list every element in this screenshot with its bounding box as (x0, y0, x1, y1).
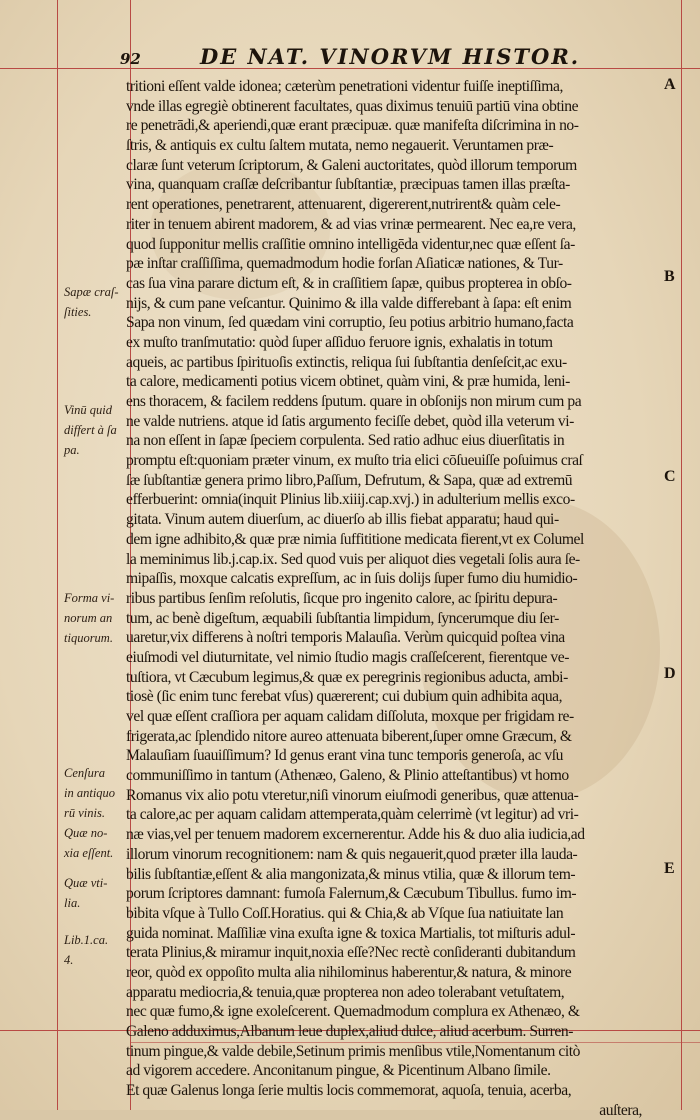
margin-note-line: tiquorum. (64, 631, 113, 645)
text-line: vnde illas egregiè obtinerent facultates, quas diximus tenuiū partiū vina obtine (126, 97, 579, 115)
margin-note (64, 930, 128, 970)
margin-note-line: Vinū quid (64, 403, 113, 417)
text-line: apparatu mediocria,& tenuia,quæ propterea non adeo tolerabant vetuſtatem, (126, 983, 565, 1001)
text-line: vel quæ eſſent craſſiora per aquam calidam diſſoluta, moxque per frigidam re- (126, 708, 574, 725)
text-line: efferbuerint: omnia(inquit Plinius lib.xiiij.cap.xvj.) in adulterium mellis exco- (126, 491, 575, 509)
margin-note (64, 763, 128, 863)
text-line: gitata. Vinum autem diuerſum, ac diuerſo ab illis fiebat apparatu; haud qui- (126, 511, 559, 529)
text-line: reor, quòd ex oppoſito multa alia nihilominus haberentur,& natura, & minore (126, 963, 572, 981)
section-letter: E (664, 860, 675, 877)
margin-note-line: rū vinis. (64, 806, 105, 820)
text-line: tum, ac benè digeſtum, æquabili ſubſtantia limpidum, ſyncerumque diu ſer- (126, 609, 559, 627)
text-line: ribus partibus ſenſim reſolutis, ſicque pro ingenito calore, ac ſpiritu depura- (126, 589, 558, 607)
margin-note-line: lia. (64, 896, 81, 910)
margin-note-line: differt à ſa (64, 423, 117, 437)
text-line: ad vigorem accedere. Anconitanum pingue, & Picentinum Albano ſimile. (126, 1062, 551, 1080)
text-line: tritioni eſſent valde idonea; cæterùm penetrationi videntur fuiſſe ineptiſſima, (126, 78, 563, 95)
margin-note-line: 4. (64, 953, 74, 967)
text-line: na non eſſent in ſapæ ſpeciem corpulenta. Sed ratio adhuc eius diuerſitatis in (126, 432, 565, 450)
text-line: ens thoracem, & facilem reddens ſputum. quare in obſonijs non mirum cum pa (126, 393, 582, 410)
margin-note-line: in antiquo (64, 786, 116, 800)
text-line: aqueis, ac partibus ſpirituoſis extinctis, reliqua ſui ſubſtantia denſeſcit,ac exu- (126, 353, 567, 371)
text-line: ne valde nutriens. atque id ſatis argumento feciſſe debet, quòd illa veterum vi- (126, 412, 574, 430)
margin-note (64, 588, 128, 648)
margin-note-line: pa. (64, 443, 80, 457)
text-line: Romanus vix alio potu vteretur,niſi vinorum eiuſmodi generibus, quæ attenua- (126, 786, 579, 804)
margin-note-line: Lib.1.ca. (64, 933, 109, 947)
margin-note-line: ſities. (64, 305, 92, 319)
text-line: Malauſiam ſuauiſſimum? Id genus erant vina tunc temporis generoſa, ac vſu (126, 747, 563, 765)
margin-note (64, 873, 128, 913)
section-letter: C (664, 468, 676, 485)
text-line: Galeno adduximus,Albanum leue duplex,aliud dulce, aliud acerbum. Surren- (126, 1023, 573, 1040)
text-line: communiſſimo in tantum (Athenæo, Galeno, & Plinio atteſtantibus) vt homo (126, 767, 569, 785)
running-head: DE NAT. VINORVM HISTOR. (200, 44, 581, 69)
text-line: Et quæ Galenus longa ſerie multis locis commemorat, aquoſa, tenuia, acerba, (126, 1082, 572, 1100)
text-line: la meminimus lib.j.cap.ix. Sed quod vuis per aliquot dies vegetali ſolis aura ſe- (126, 550, 580, 568)
margin-note (64, 400, 128, 460)
text-line: dem igne adhibito,& quæ præ nimia ſuffititione medicata fierent,vt ex Columel (126, 530, 584, 548)
text-line: tuſtiora, vt Cæcubum legimus,& quæ ex peregrinis regionibus aducta, ambi- (126, 668, 568, 686)
section-letter: B (664, 268, 675, 285)
text-line: nijs, & cum pane veſcantur. Quinimo & illa valde differebant à ſapa: eſt enim (126, 294, 572, 312)
text-line: riter in tenuem abirent madorem, & ad vias vrinæ permearent. Nec ea,re vera, (126, 215, 576, 233)
text-line: rent operationes, penetrarent, attenuarent, digererent,nutrirent& quàm cele- (126, 196, 561, 214)
text-line: næ vias,vel per tenuem madorem excernerentur. Adde his & duo alia iudicia,ad (126, 826, 585, 844)
text-line: re penetrādi,& aperiendi,quæ erant præcipuæ. quæ manifeſta diſcrimina in no- (126, 117, 579, 135)
margin-rule-right (681, 0, 682, 1110)
margin-note-line: Quæ no- (64, 826, 108, 840)
text-line: uaretur,vix differens à noſtri temporis Malauſia. Verùm quicquid poſtea vina (126, 629, 565, 647)
margin-note-line: Quæ vti- (64, 876, 108, 890)
text-line: illorum vinorum recognitionem: nam & quis negauerit,quod præter illa lauda- (126, 845, 578, 863)
text-line: bilis ſubſtantiæ,eſſent & alia mangonizata,& minus vtilia, quæ & illorum tem- (126, 865, 576, 883)
page-number: 92 (120, 50, 141, 68)
text-line: bibita vſque à Tullo Coſſ.Horatius. qui & Chia,& ab Vſque ſua natiuitate lan (126, 904, 564, 922)
margin-note (64, 282, 128, 322)
text-line: eiuſmodi vel diuturnitate, vel nimio ſtudio magis craſſeſcerent, fierentque ve- (126, 648, 569, 666)
text-line: terata Plinius,& miramur inquit,noxia eſſe?Nec rectè conſideranti dubitandum (126, 944, 576, 962)
text-line: ex muſto tranſmutatio: quòd ſuper aſſiduo feruore ignis, exhalatis in totum (126, 333, 553, 351)
margin-note-line: norum an (64, 611, 113, 625)
text-line: cas ſua vina parare dictum eſt, & in craſſitiem ſapæ, quibus propterea in obſo- (126, 274, 572, 292)
text-line: vina, quanquam craſſæ deſcribantur ſubſtantiæ, præcipuas tamen illas præſta- (126, 176, 570, 194)
text-line: quod ſupponitur mellis craſſitie omnino intelligēda videntur,nec quæ eſſent ſa- (126, 235, 575, 253)
text-line: guida nominat. Maſſiliæ vina exuſta igne & toxica Martialis, tot miſturis adul- (126, 924, 576, 942)
margin-note-line: Cenſura (64, 766, 105, 780)
margin-rule-outer (57, 0, 58, 1110)
section-letter: D (664, 665, 676, 682)
text-line: ta calore,ac per aquam calidam attemperata,quàm celerrimè (vt legitur) ad vri- (126, 806, 579, 824)
text-line: tiosè (ſic enim tunc ferebat vſus) quærerent; cui dubium quin adhibita aqua, (126, 688, 563, 706)
text-line: nec quæ fumo,& igne exoleſcerent. Quemadmodum complura ex Athenæo, & (126, 1003, 580, 1021)
section-letter: A (664, 76, 676, 93)
catchword: auſtera, (599, 1101, 642, 1119)
text-line: pæ inſtar craſſiſſima, quemadmodum hodie forſan Aſiaticæ nationes, & Tur- (126, 255, 563, 273)
text-line: promptu eſt:quoniam præter vinum, ex muſto tria elici cōſueuiſſe poſuimus craſ (126, 452, 583, 470)
text-line: mipaſſis, moxque calcatis expreſſum, ac in ſuis dolijs ſuper fumo diu humidio- (126, 570, 578, 588)
margin-note-line: Forma vi- (64, 591, 115, 605)
text-line: ſtris, & antiquis ex cultu ſaltem mutata, nemo negauerit. Veruntamen præ- (126, 137, 554, 155)
margin-note-line: Sapæ craſ- (64, 285, 119, 299)
margin-note-line: xia eſſent. (64, 846, 114, 860)
text-line: tinum pingue,& valde debile,Setinum primis menſibus vtile,Nomentanum citò (126, 1042, 580, 1060)
text-line: ſæ ſubſtantiæ genera primo libro,Paſſum, Defrutum, & Sapa, quæ ad extremū (126, 471, 573, 489)
text-line: claræ ſunt veterum ſcriptorum, & Galeni auctoritates, quòd illorum temporum (126, 156, 577, 174)
text-line: porum ſcriptores damnant: fumoſa Falernum,& Cæcubum Tibullus. fumo im- (126, 885, 577, 903)
body-text (126, 77, 654, 1120)
text-line: ta calore, medicamenti potius vicem obtinet, quàm vini, & præ humida, leni- (126, 373, 570, 391)
text-line: Sapa non vinum, ſed quædam vini corruptio, ſeu potius arbitrio humano,facta (126, 314, 574, 332)
text-line: frigerata,ac ſplendido nitore aureo attenuata biberent,ſuper omne Græcum, & (126, 727, 572, 745)
